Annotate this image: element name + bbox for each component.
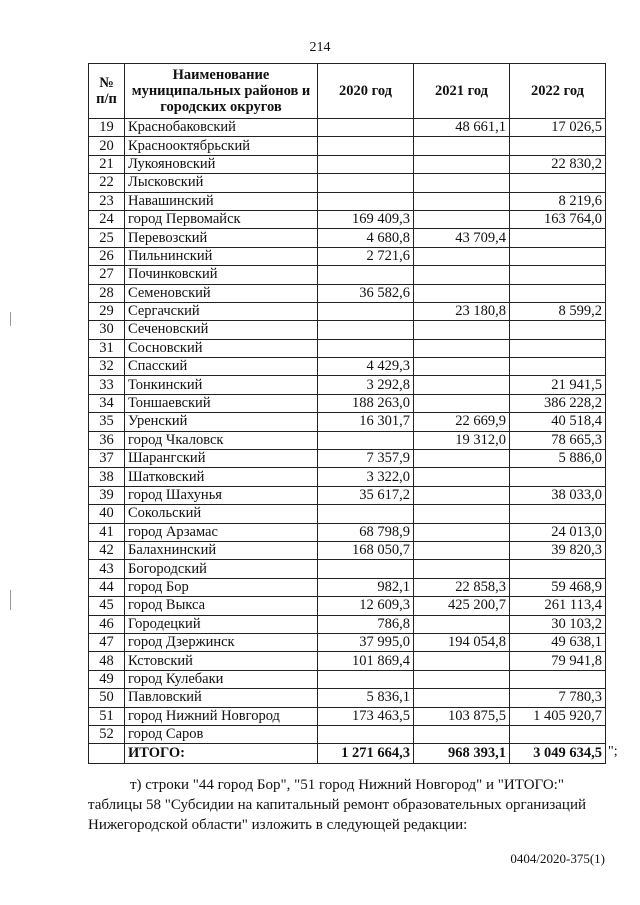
table-row: [89, 597, 606, 615]
row-number: 24: [89, 210, 125, 228]
row-number: 41: [89, 523, 125, 541]
row-number: 47: [89, 633, 125, 651]
row-2022: [510, 137, 606, 155]
row-2022: [510, 358, 606, 376]
row-number: 38: [89, 468, 125, 486]
row-municipality: Богородский: [125, 560, 318, 578]
total-2020: 1 271 664,3: [318, 744, 414, 764]
row-2021: [414, 376, 510, 394]
table-row: [89, 339, 606, 357]
row-2022: [510, 284, 606, 302]
row-municipality: город Саров: [125, 725, 318, 743]
row-municipality: Сеченовский: [125, 321, 318, 339]
row-municipality: Сосновский: [125, 339, 318, 357]
table-row: [89, 358, 606, 376]
table-row: [89, 707, 606, 725]
row-municipality: Пильнинский: [125, 247, 318, 265]
row-2022: 8 599,2: [510, 302, 606, 320]
row-municipality: Спасский: [125, 358, 318, 376]
total-row: [89, 744, 606, 764]
row-2021: [414, 321, 510, 339]
table-row: [89, 505, 606, 523]
row-2021: [414, 505, 510, 523]
row-2021: [414, 450, 510, 468]
page-number: 214: [309, 40, 331, 55]
row-municipality: город Чкаловск: [125, 431, 318, 449]
row-number: 52: [89, 725, 125, 743]
table-row: [89, 119, 606, 137]
row-2022: 163 764,0: [510, 210, 606, 228]
subsidy-table: [88, 63, 606, 764]
row-2022: 386 228,2: [510, 394, 606, 412]
row-2021: [414, 266, 510, 284]
row-2020: 4 680,8: [318, 229, 414, 247]
row-municipality: Тоншаевский: [125, 394, 318, 412]
row-number: 46: [89, 615, 125, 633]
row-2022: [510, 468, 606, 486]
table-row: [89, 431, 606, 449]
row-2020: [318, 321, 414, 339]
table-row: [89, 394, 606, 412]
row-2020: [318, 266, 414, 284]
row-municipality: Кстовский: [125, 652, 318, 670]
row-2022: 21 941,5: [510, 376, 606, 394]
row-municipality: Лукояновский: [125, 155, 318, 173]
row-2020: 37 995,0: [318, 633, 414, 651]
row-2021: [414, 486, 510, 504]
table-body: [89, 119, 606, 744]
row-2022: [510, 670, 606, 688]
row-2021: [414, 155, 510, 173]
row-2021: [414, 339, 510, 357]
row-2020: [318, 137, 414, 155]
row-municipality: город Дзержинск: [125, 633, 318, 651]
table-row: [89, 615, 606, 633]
row-municipality: Тонкинский: [125, 376, 318, 394]
row-number: 36: [89, 431, 125, 449]
table-row: [89, 450, 606, 468]
subsidy-table-container: [88, 63, 606, 764]
margin-mark: [10, 590, 11, 610]
row-2021: [414, 284, 510, 302]
row-2021: 425 200,7: [414, 597, 510, 615]
row-2020: 16 301,7: [318, 413, 414, 431]
row-2020: 36 582,6: [318, 284, 414, 302]
row-2022: 40 518,4: [510, 413, 606, 431]
table-row: [89, 468, 606, 486]
total-2021: 968 393,1: [414, 744, 510, 764]
row-2020: [318, 119, 414, 137]
row-2020: 3 322,0: [318, 468, 414, 486]
row-municipality: Починковский: [125, 266, 318, 284]
row-2022: 78 665,3: [510, 431, 606, 449]
table-row: [89, 137, 606, 155]
row-2020: 35 617,2: [318, 486, 414, 504]
table-row: [89, 229, 606, 247]
row-2021: [414, 689, 510, 707]
row-municipality: Лысковский: [125, 174, 318, 192]
row-number: 20: [89, 137, 125, 155]
margin-mark: [10, 312, 11, 326]
table-row: [89, 302, 606, 320]
row-2022: [510, 266, 606, 284]
row-number: 35: [89, 413, 125, 431]
row-2022: 22 830,2: [510, 155, 606, 173]
row-number: 40: [89, 505, 125, 523]
row-number: 27: [89, 266, 125, 284]
row-municipality: Шарангский: [125, 450, 318, 468]
row-number: 45: [89, 597, 125, 615]
header-2022: 2022 год: [510, 64, 606, 119]
row-2022: 59 468,9: [510, 578, 606, 596]
row-2021: [414, 210, 510, 228]
table-row: [89, 725, 606, 743]
table-row: [89, 541, 606, 559]
row-2020: [318, 155, 414, 173]
row-2021: [414, 358, 510, 376]
row-municipality: Краснобаковский: [125, 119, 318, 137]
row-2022: [510, 339, 606, 357]
row-2020: 982,1: [318, 578, 414, 596]
row-2020: [318, 302, 414, 320]
row-municipality: город Шахунья: [125, 486, 318, 504]
table-row: [89, 486, 606, 504]
row-municipality: город Арзамас: [125, 523, 318, 541]
table-row: [89, 266, 606, 284]
row-2021: [414, 541, 510, 559]
row-number: 32: [89, 358, 125, 376]
row-2022: 49 638,1: [510, 633, 606, 651]
row-2021: [414, 615, 510, 633]
row-2021: 23 180,8: [414, 302, 510, 320]
row-2020: 3 292,8: [318, 376, 414, 394]
row-2021: [414, 137, 510, 155]
table-row: [89, 670, 606, 688]
table-row: [89, 247, 606, 265]
row-number: 30: [89, 321, 125, 339]
row-2020: 7 357,9: [318, 450, 414, 468]
row-municipality: город Кулебаки: [125, 670, 318, 688]
row-municipality: Шатковский: [125, 468, 318, 486]
row-2022: 24 013,0: [510, 523, 606, 541]
row-2021: [414, 670, 510, 688]
row-2022: [510, 725, 606, 743]
row-2021: [414, 725, 510, 743]
row-2022: [510, 247, 606, 265]
table-row: [89, 210, 606, 228]
total-2022: 3 049 634,5: [510, 744, 606, 764]
header-2021: 2021 год: [414, 64, 510, 119]
row-municipality: город Нижний Новгород: [125, 707, 318, 725]
row-2020: 168 050,7: [318, 541, 414, 559]
row-municipality: Сергачский: [125, 302, 318, 320]
table-row: [89, 689, 606, 707]
row-2021: [414, 192, 510, 210]
table-row: [89, 192, 606, 210]
row-2020: [318, 505, 414, 523]
row-2021: 22 669,9: [414, 413, 510, 431]
row-2020: [318, 725, 414, 743]
row-2020: 5 836,1: [318, 689, 414, 707]
row-2022: [510, 505, 606, 523]
table-row: [89, 523, 606, 541]
row-2020: [318, 431, 414, 449]
row-number: 23: [89, 192, 125, 210]
row-2022: [510, 229, 606, 247]
row-2021: 48 661,1: [414, 119, 510, 137]
row-number: 49: [89, 670, 125, 688]
row-municipality: Павловский: [125, 689, 318, 707]
row-2022: 30 103,2: [510, 615, 606, 633]
amendment-paragraph: т) строки "44 город Бор", "51 город Нижний Новгород" и "ИТОГО:" таблицы 58 "Субсидии на капитальный ремонт образовательных организаций Нижегородской области" изложить в следующей редакции:: [88, 777, 587, 833]
row-2020: [318, 192, 414, 210]
row-number: 51: [89, 707, 125, 725]
row-2021: 19 312,0: [414, 431, 510, 449]
header-2020: 2020 год: [318, 64, 414, 119]
row-number: 43: [89, 560, 125, 578]
row-2020: 101 869,4: [318, 652, 414, 670]
row-number: 50: [89, 689, 125, 707]
table-row: [89, 633, 606, 651]
row-2020: [318, 670, 414, 688]
row-municipality: Навашинский: [125, 192, 318, 210]
table-row: [89, 560, 606, 578]
row-2021: [414, 468, 510, 486]
row-2021: 194 054,8: [414, 633, 510, 651]
row-number: 31: [89, 339, 125, 357]
row-number: 29: [89, 302, 125, 320]
table-row: [89, 376, 606, 394]
row-2020: 68 798,9: [318, 523, 414, 541]
row-municipality: Городецкий: [125, 615, 318, 633]
row-2020: 173 463,5: [318, 707, 414, 725]
row-municipality: город Первомайск: [125, 210, 318, 228]
row-2021: [414, 523, 510, 541]
row-2020: 786,8: [318, 615, 414, 633]
row-municipality: Уренский: [125, 413, 318, 431]
row-2022: [510, 560, 606, 578]
table-row: [89, 174, 606, 192]
closing-quote: ";: [608, 744, 618, 759]
table-row: [89, 413, 606, 431]
table-row: [89, 155, 606, 173]
header-municipality: Наименование муниципальных районов и городских округов: [125, 64, 318, 119]
row-number: 42: [89, 541, 125, 559]
row-2020: 169 409,3: [318, 210, 414, 228]
row-2022: 5 886,0: [510, 450, 606, 468]
row-2021: 43 709,4: [414, 229, 510, 247]
row-number: 34: [89, 394, 125, 412]
row-2020: 12 609,3: [318, 597, 414, 615]
row-municipality: город Выкса: [125, 597, 318, 615]
row-number: 33: [89, 376, 125, 394]
row-number: 21: [89, 155, 125, 173]
row-2021: [414, 394, 510, 412]
row-2021: [414, 247, 510, 265]
table-row: [89, 321, 606, 339]
row-2020: [318, 560, 414, 578]
table-row: [89, 652, 606, 670]
row-number: 26: [89, 247, 125, 265]
table-header-row: [89, 64, 606, 119]
row-municipality: Перевозский: [125, 229, 318, 247]
row-2021: [414, 652, 510, 670]
row-number: 19: [89, 119, 125, 137]
row-municipality: Балахнинский: [125, 541, 318, 559]
row-2021: [414, 560, 510, 578]
row-2022: 1 405 920,7: [510, 707, 606, 725]
row-number: 28: [89, 284, 125, 302]
row-municipality: город Бор: [125, 578, 318, 596]
row-2022: 39 820,3: [510, 541, 606, 559]
row-2022: 8 219,6: [510, 192, 606, 210]
row-municipality: Семеновский: [125, 284, 318, 302]
header-number: № п/п: [89, 64, 125, 119]
row-2020: 4 429,3: [318, 358, 414, 376]
row-2021: [414, 174, 510, 192]
row-number: 22: [89, 174, 125, 192]
row-municipality: Краснооктябрьский: [125, 137, 318, 155]
table-row: [89, 578, 606, 596]
row-2022: [510, 174, 606, 192]
row-number: 37: [89, 450, 125, 468]
row-2022: [510, 321, 606, 339]
row-2020: [318, 339, 414, 357]
row-2021: 103 875,5: [414, 707, 510, 725]
row-2020: 2 721,6: [318, 247, 414, 265]
total-number-cell: [89, 744, 125, 764]
row-2022: 79 941,8: [510, 652, 606, 670]
row-number: 25: [89, 229, 125, 247]
row-municipality: Сокольский: [125, 505, 318, 523]
total-label: ИТОГО:: [125, 744, 318, 764]
row-number: 39: [89, 486, 125, 504]
table-row: [89, 284, 606, 302]
row-2021: 22 858,3: [414, 578, 510, 596]
row-number: 48: [89, 652, 125, 670]
row-2022: 7 780,3: [510, 689, 606, 707]
row-2020: 188 263,0: [318, 394, 414, 412]
row-number: 44: [89, 578, 125, 596]
row-2020: [318, 174, 414, 192]
document-code: 0404/2020-375(1): [510, 851, 605, 866]
row-2022: 261 113,4: [510, 597, 606, 615]
row-2022: 38 033,0: [510, 486, 606, 504]
row-2022: 17 026,5: [510, 119, 606, 137]
